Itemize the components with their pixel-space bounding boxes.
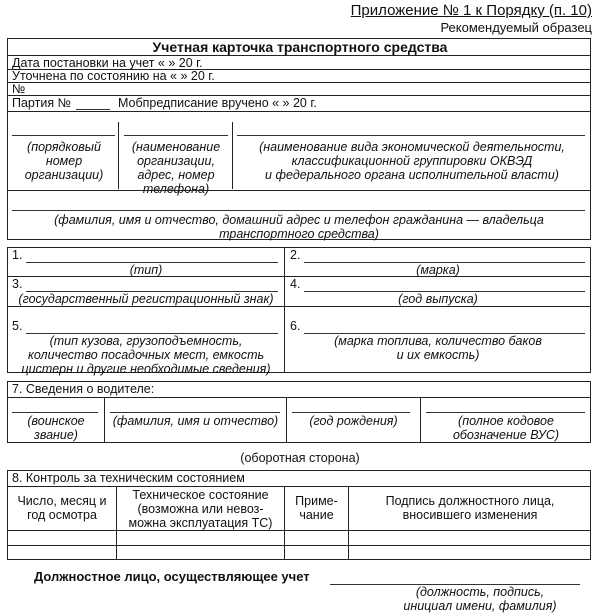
owner-caption: (фамилия, имя и отчество, домашний адрес и телефон гражданина — владельца транспортного средства) (54, 213, 544, 241)
reg-sign-caption: (государственный регистрационный знак) (18, 292, 274, 306)
vehicle-item-3: 3. (12, 277, 23, 291)
driver-heading: 7. Сведения о водителе: (12, 382, 155, 396)
brand-caption: (марка) (416, 263, 460, 277)
rank-caption: (воинское звание) (27, 414, 85, 442)
mob-order-field: Мобпредписание вручено « » 20 г. (118, 96, 317, 110)
vus-caption: (полное кодовое обозначение ВУС) (452, 414, 560, 442)
activity-caption: (наименование вида экономической деятельности, классификационной группировки ОКВЭД и федерального органа исполнительной власти) (259, 140, 565, 182)
org-number-caption: (порядковый номер организации) (24, 140, 104, 182)
card-number-field: № (12, 82, 26, 96)
birth-year-caption: (год рождения) (309, 414, 398, 428)
vehicle-item-5: 5. (12, 319, 23, 333)
org-name-caption: (наименование организации, адрес, номер телефона) (131, 140, 221, 196)
registered-date-field: Дата постановки на учет « » 20 г. (12, 56, 203, 70)
back-side-label: (оборотная сторона) (240, 451, 360, 465)
col-technical-state: Техническое состояние (возможна или невоз- можна эксплуатация ТС) (128, 488, 273, 530)
card-title: Учетная карточка транспортного средства (152, 39, 448, 55)
col-inspection-date: Число, месяц и год осмотра (17, 494, 107, 522)
official-label: Должностное лицо, осуществляющее учет (34, 569, 310, 584)
vehicle-item-4: 4. (290, 277, 301, 291)
vehicle-item-6: 6. (290, 319, 301, 333)
col-signature: Подпись должностного лица, вносившего изменения (385, 494, 555, 522)
control-heading: 8. Контроль за техническим состоянием (12, 471, 245, 485)
official-caption: (должность, подпись, инициал имени, фамилия) (403, 585, 557, 613)
appendix-reference: Приложение № 1 к Порядку (п. 10) (350, 2, 592, 19)
type-caption: (тип) (129, 263, 163, 277)
vehicle-item-1: 1. (12, 248, 23, 262)
body-caption: (тип кузова, грузоподъемность, количество посадочных мест, емкость цистерн и другие необходимые сведения) (21, 334, 271, 376)
vehicle-item-2: 2. (290, 248, 301, 262)
year-caption: (год выпуска) (398, 292, 478, 306)
col-note: Приме- чание (295, 494, 338, 522)
updated-date-field: Уточнена по состоянию на « » 20 г. (12, 69, 215, 83)
fuel-caption: (марка топлива, количество баков и их емкость) (334, 334, 542, 362)
batch-number-field: Партия № (12, 96, 71, 110)
driver-name-caption: (фамилия, имя и отчество) (112, 414, 279, 428)
recommended-sample-label: Рекомендуемый образец (440, 20, 592, 35)
